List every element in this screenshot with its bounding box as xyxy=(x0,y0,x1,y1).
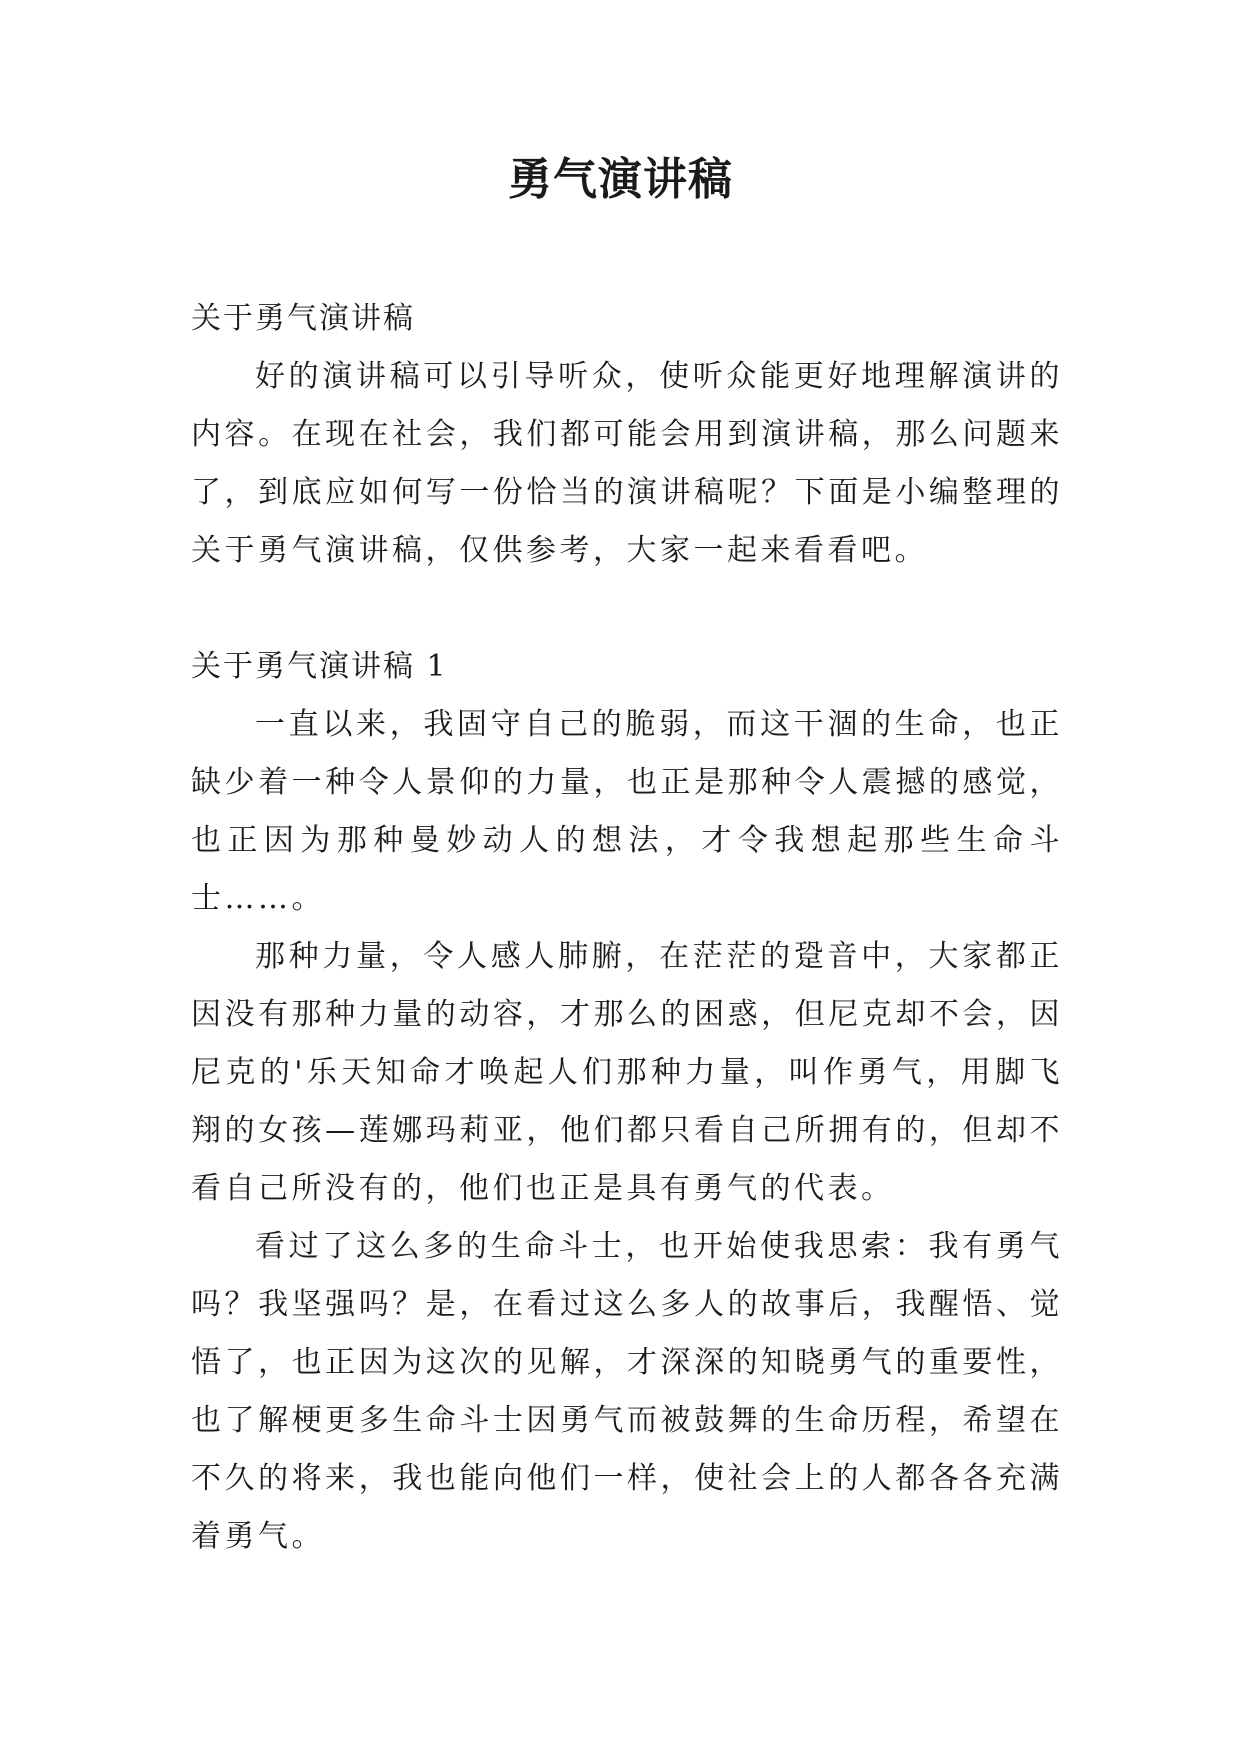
section-spacer xyxy=(191,580,1063,638)
document-body xyxy=(191,290,1063,1566)
document-title: 勇气演讲稿 xyxy=(508,154,733,205)
intro-paragraph: 好的演讲稿可以引导听众，使听众能更好地理解演讲的内容。在现在社会，我们都可能会用到演讲稿，那么问题来了，到底应如何写一份恰当的演讲稿呢？下面是小编整理的关于勇气演讲稿，仅供参考，大家一起来看看吧。 xyxy=(191,359,1063,568)
section1-paragraph-3: 看过了这么多的生命斗士，也开始使我思索：我有勇气吗？我坚强吗？是，在看过这么多人的故事后，我醒悟、觉悟了，也正因为这次的见解，才深深的知晓勇气的重要性，也了解梗更多生命斗士因勇气而被鼓舞的生命历程，希望在不久的将来，我也能向他们一样，使社会上的人都各各充满着勇气。 xyxy=(191,1229,1063,1554)
intro-heading: 关于勇气演讲稿 xyxy=(191,301,415,336)
section1-paragraph-1: 一直以来，我固守自己的脆弱，而这干涸的生命，也正缺少着一种令人景仰的力量，也正是那种令人震撼的感觉，也正因为那种曼妙动人的想法，才令我想起那些生命斗士……。 xyxy=(191,707,1063,916)
section1-paragraph-2: 那种力量，令人感人肺腑，在茫茫的跫音中，大家都正因没有那种力量的动容，才那么的困惑，但尼克却不会，因尼克的'乐天知命才唤起人们那种力量，叫作勇气，用脚飞翔的女孩—莲娜玛莉亚，他们都只看自己所拥有的，但却不看自己所没有的，他们也正是具有勇气的代表。 xyxy=(191,939,1063,1206)
section1-heading: 关于勇气演讲稿 1 xyxy=(191,649,448,684)
